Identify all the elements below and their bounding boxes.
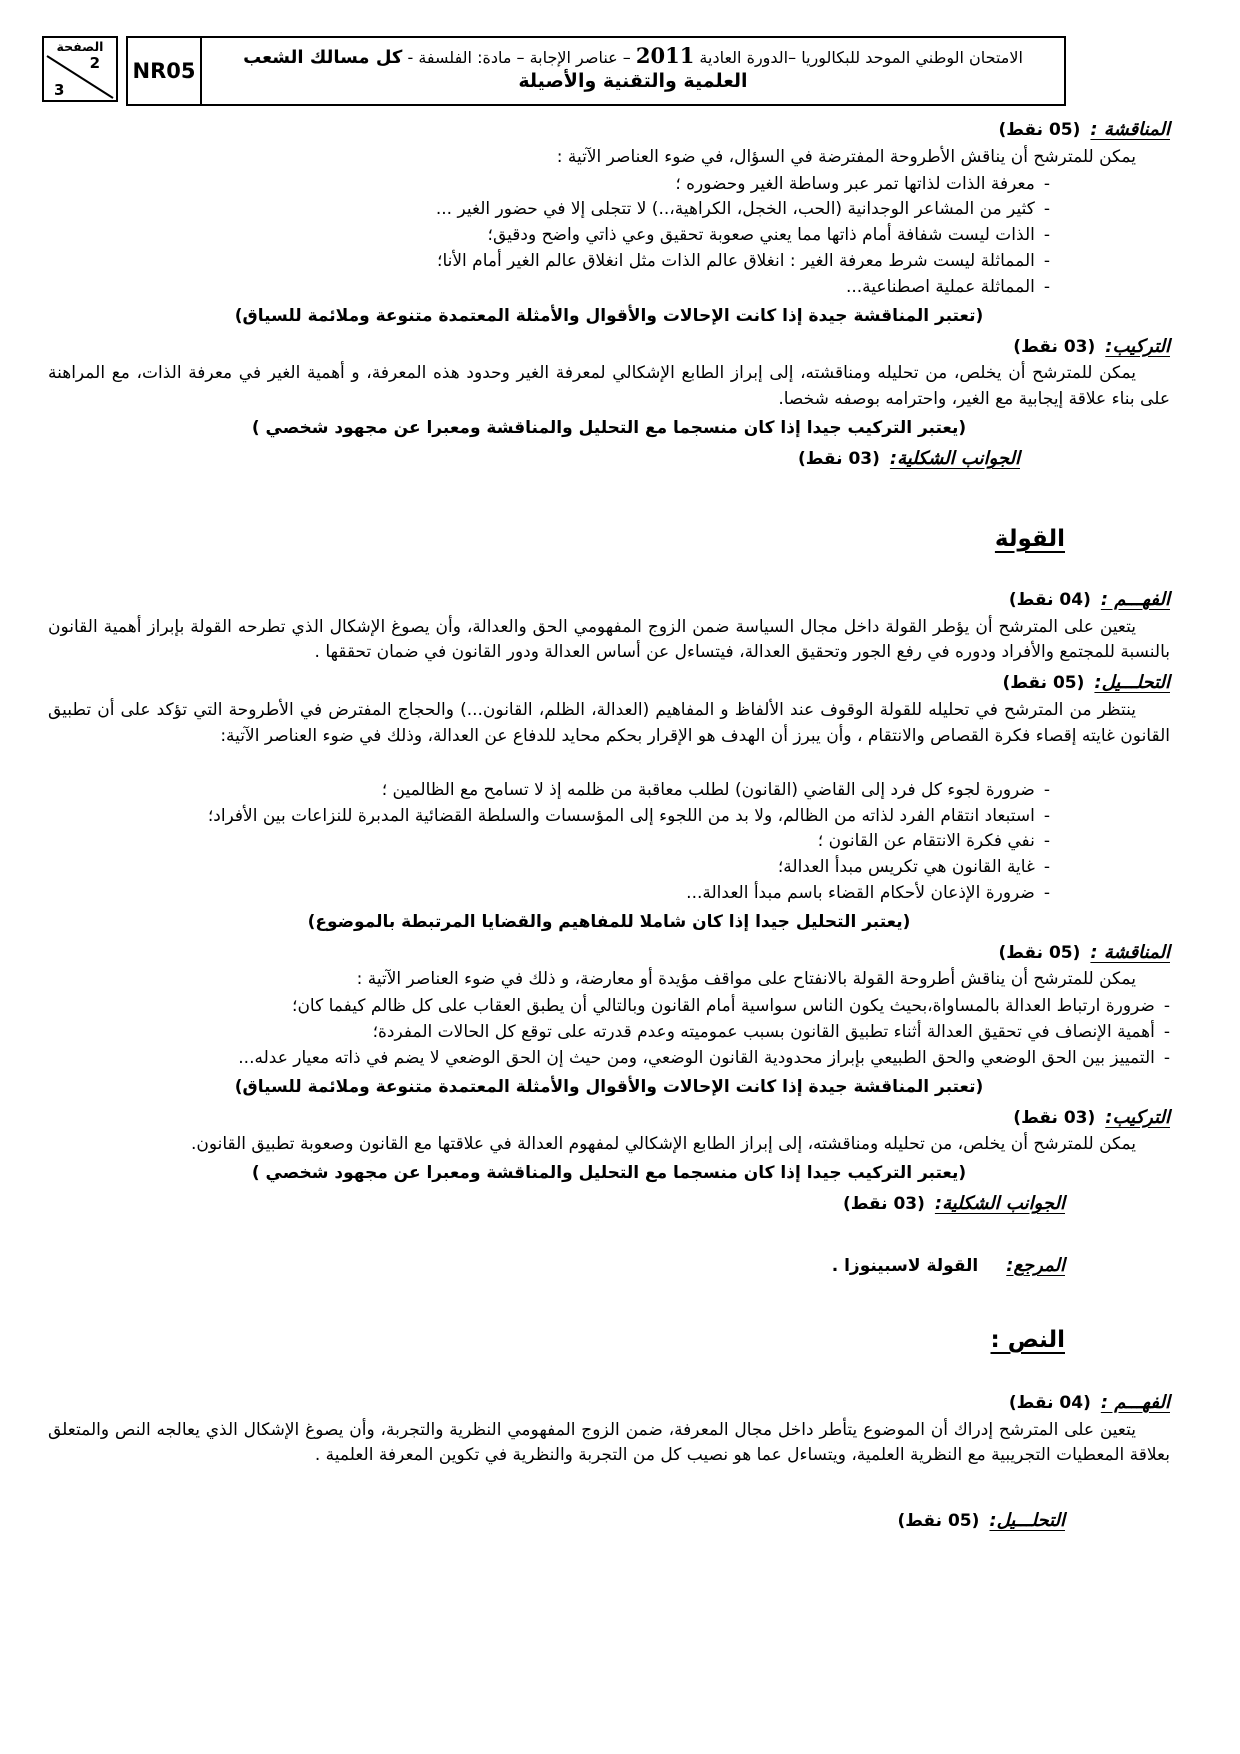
section-heading: [48, 939, 1170, 967]
section-heading-label: المناقشة :: [1090, 941, 1170, 963]
section-heading-label: التحلـــيل:: [1094, 672, 1170, 694]
bullet-text: المماثلة ليست شرط معرفة الغير : انغلاق عالم الذات مثل انغلاق عالم الغير أمام الأنا؛: [437, 251, 1035, 272]
evaluation-note: (يعتبر التركيب جيدا إذا كان منسجما مع التحليل والمناقشة ومعبرا عن مجهود شخصي ): [251, 418, 967, 439]
bullet-item: [48, 804, 1050, 830]
exam-code: NR05: [128, 38, 202, 104]
section-heading-score: (05 نقط): [897, 1511, 980, 1532]
title-year: 2011: [635, 43, 695, 68]
spacer: [48, 474, 1170, 520]
section-heading-label: الفهـــم :: [1100, 588, 1170, 610]
bullet-item: [48, 223, 1050, 249]
bullet-dash-icon: -: [1043, 883, 1050, 903]
bullet-text: كثير من المشاعر الوجدانية (الحب، الخجل، الكراهية،..) لا تتجلى إلا في حضور الغير ...: [435, 199, 1035, 220]
bullet-text: أهمية الإنصاف في تحقيق العدالة أثناء تطبيق القانون بسبب عموميته وعدم قدرته على توقع كل الحالات المفردة؛: [372, 1022, 1155, 1043]
title-part1: الامتحان الوطني الموحد للبكالوريا –الدورة العادية: [694, 48, 1023, 67]
bullet-dash-icon: -: [1043, 276, 1050, 297]
spacer: [48, 751, 1170, 777]
bullet-item: [48, 1020, 1170, 1046]
section-heading-score: (04 نقط): [1008, 589, 1091, 610]
section-heading: [48, 1190, 1170, 1218]
section-title: [48, 522, 1170, 557]
section-heading: [48, 1507, 1170, 1535]
bullet-item: [48, 249, 1050, 275]
paragraph: يمكن للمترشح أن يناقش أطروحة القولة بالانفتاح على مواقف مؤيدة أو معارضة، و ذلك في ضوء العناصر الآتية :: [356, 969, 1136, 990]
bullet-item: [48, 855, 1050, 881]
bullet-dash-icon: -: [1043, 779, 1050, 800]
paragraph: ينتظر من المترشح في تحليله للقولة الوقوف عند الألفاظ و المفاهيم (العدالة، الظلم، القانون...) والحجاج المفترض في الأطروحة التي تؤكد على أن تطبيق القانون غايته إقصاء فكرة القصاص والانتقام ، وأن يبرز أن الهدف هو الإقرار بحكم محايد للدفاع عن العدالة، وذلك في ضوء العناصر الآتية:: [48, 700, 1170, 746]
reference-text: القولة لاسبينوزا .: [831, 1255, 979, 1276]
section-heading-label: الجوانب الشكلية:: [889, 447, 1020, 469]
bullet-dash-icon: -: [1163, 996, 1170, 1017]
exam-title: [202, 38, 1064, 104]
evaluation-note: (يعتبر التركيب جيدا إذا كان منسجما مع التحليل والمناقشة ومعبرا عن مجهود شخصي ): [251, 1163, 967, 1184]
bullet-dash-icon: -: [1043, 831, 1050, 852]
bullet-item: [48, 197, 1050, 223]
paragraph: يمكن للمترشح أن يخلص، من تحليله ومناقشته، إلى إبراز الطابع الإشكالي لمفهوم العدالة في علاقتها مع القانون وصعوبة تطبيق القانون.: [190, 1134, 1136, 1155]
bullet-dash-icon: -: [1043, 857, 1050, 878]
bullet-list: [48, 172, 1170, 301]
section-heading-score: (03 نقط): [1013, 1107, 1096, 1128]
section-heading: [48, 1389, 1170, 1417]
spacer: [48, 1219, 1170, 1249]
bullet-item: [48, 881, 1050, 907]
evaluation-note: (يعتبر التحليل جيدا إذا كان شاملا للمفاهيم والقضايا المرتبطة بالموضوع): [307, 911, 911, 932]
bullet-text: معرفة الذات لذاتها تمر عبر وساطة الغير وحضوره ؛: [675, 173, 1035, 194]
section-heading-label: التركيب:: [1105, 1106, 1170, 1128]
bullet-text: ضرورة الإذعان لأحكام القضاء باسم مبدأ العدالة...: [686, 883, 1035, 903]
bullet-item: [48, 275, 1050, 301]
title-part3: كل مسالك الشعب: [243, 47, 403, 68]
section-heading: [48, 1104, 1170, 1132]
page-fraction: [44, 54, 116, 100]
paragraph: يمكن للمترشح أن يناقش الأطروحة المفترضة في السؤال، في ضوء العناصر الآتية :: [556, 146, 1136, 167]
bullet-dash-icon: -: [1163, 1047, 1170, 1068]
bullet-text: المماثلة عملية اصطناعية...: [845, 276, 1035, 297]
bullet-dash-icon: -: [1043, 199, 1050, 220]
section-heading: [48, 586, 1170, 614]
bullet-dash-icon: -: [1163, 1022, 1170, 1043]
paragraph: يتعين على المترشح أن يؤطر القولة داخل مجال السياسة ضمن الزوج المفهومي الحق والعدالة، وأن يصوغ الإشكال الذي تطرحه القولة بإبراز أهمية القانون بالنسبة للمجتمع والأفراد ودوره في رفع الجور وتحقيق العدالة، فيتساءل عن أساس العدالة ودور القانون في ضمان تحققها .: [48, 616, 1170, 663]
section-heading-score: (03 نقط): [797, 448, 880, 469]
bullet-dash-icon: -: [1043, 805, 1050, 826]
section-title: [48, 1323, 1170, 1358]
spacer: [48, 1360, 1170, 1386]
section-heading-label: التحلـــيل:: [989, 1510, 1065, 1532]
bullet-item: [48, 172, 1050, 198]
exam-header-box: [126, 36, 1066, 106]
section-heading-label: المرجع:: [1006, 1254, 1065, 1276]
paragraph: يتعين على المترشح إدراك أن الموضوع يتأطر داخل مجال المعرفة، ضمن الزوج المفهومي النظرية والتجربة، وأن يصوغ الإشكال الذي يعالجه النص والمتعلق بعلاقة المعطيات التجريبية مع النظرية العلمية، ويتساءل عما هو نصيب كل من التجربة والنظرية في تكوين المعرفة العلمية .: [48, 1419, 1170, 1466]
section-heading-label: الجوانب الشكلية:: [934, 1193, 1065, 1215]
spacer: [48, 1470, 1170, 1504]
spacer: [48, 559, 1170, 583]
section-heading-score: (05 نقط): [998, 120, 1081, 140]
paragraph: يمكن للمترشح أن يخلص، من تحليله ومناقشته، إلى إبراز الطابع الإشكالي لمعرفة الغير وحدود هذه المعرفة، و أهمية الغير في معرفة الذات، مع المراهنة على بناء علاقة إيجابية مع الغير، واحترامه بوصفه شخصا.: [48, 363, 1170, 410]
section-heading-score: (05 نقط): [998, 942, 1081, 963]
bullet-item: [48, 778, 1050, 804]
section-heading: [48, 445, 1170, 473]
bullet-list: [48, 778, 1170, 907]
bullet-list: [48, 994, 1170, 1071]
section-heading: [48, 333, 1170, 361]
section-heading: [48, 116, 1170, 144]
section-heading-score: (03 نقط): [842, 1194, 925, 1215]
bullet-text: استبعاد انتقام الفرد لذاته من الظالم، ولا بد من اللجوء إلى المؤسسات والسلطة القضائية المدبرة للنزاعات بين الأفراد؛: [207, 805, 1035, 826]
document-header: [48, 36, 1170, 112]
bullet-text: التمييز بين الحق الوضعي والحق الطبيعي بإبراز محدودية القانون الوضعي، ومن حيث إن الحق الوضعي لا يضم في ذاته معيار عدله...: [238, 1047, 1155, 1068]
evaluation-note: (تعتبر المناقشة جيدة إذا كانت الإحالات والأقوال والأمثلة المعتمدة متنوعة وملائمة للسياق): [234, 305, 984, 326]
spacer: [48, 1281, 1170, 1321]
bullet-item: [48, 829, 1050, 855]
section-heading-label: التركيب:: [1105, 335, 1170, 357]
section-heading: [48, 1252, 1170, 1280]
bullet-text: الذات ليست شفافة أمام ذاتها مما يعني صعوبة تحقيق وعي ذاتي واضح ودقيق؛: [487, 225, 1035, 246]
bullet-item: [48, 994, 1170, 1020]
section-title-text: النص :: [990, 1326, 1065, 1353]
page-label: الصفحة: [56, 39, 104, 54]
section-heading-score: (05 نقط): [1002, 673, 1085, 694]
page-current: 2: [89, 54, 100, 72]
bullet-text: نفي فكرة الانتقام عن القانون ؛: [817, 831, 1035, 852]
section-heading-label: الفهـــم :: [1100, 1391, 1170, 1413]
title-part2: – عناصر الإجابة – مادة: الفلسفة -: [402, 48, 636, 67]
document-body: [48, 116, 1170, 1535]
bullet-dash-icon: -: [1043, 251, 1050, 272]
page-number-box: [42, 36, 118, 102]
evaluation-note: (تعتبر المناقشة جيدة إذا كانت الإحالات والأقوال والأمثلة المعتمدة متنوعة وملائمة للسياق): [234, 1076, 984, 1097]
exam-title-line1: [212, 43, 1054, 68]
bullet-dash-icon: -: [1043, 225, 1050, 246]
section-title-text: القولة: [994, 525, 1065, 552]
bullet-item: [48, 1046, 1170, 1072]
section-heading-score: (04 نقط): [1008, 1392, 1091, 1413]
section-heading: [48, 669, 1170, 697]
page-total: 3: [54, 81, 65, 99]
section-heading-label: المناقشة :: [1090, 119, 1170, 140]
bullet-text: غاية القانون هي تكريس مبدأ العدالة؛: [777, 857, 1035, 878]
bullet-text: ضرورة لجوء كل فرد إلى القاضي (القانون) لطلب معاقبة من ظلمه إذ لا تسامح مع الظالمين ؛: [381, 779, 1035, 800]
section-heading-score: (03 نقط): [1013, 336, 1096, 357]
exam-title-line2: العلمية والتقنية والأصيلة: [518, 70, 748, 92]
bullet-dash-icon: -: [1043, 173, 1050, 194]
bullet-text: ضرورة ارتباط العدالة بالمساواة،بحيث يكون الناس سواسية أمام القانون وبالتالي أن يطبق العقاب على كل ظالم كيفما كان؛: [292, 996, 1155, 1017]
